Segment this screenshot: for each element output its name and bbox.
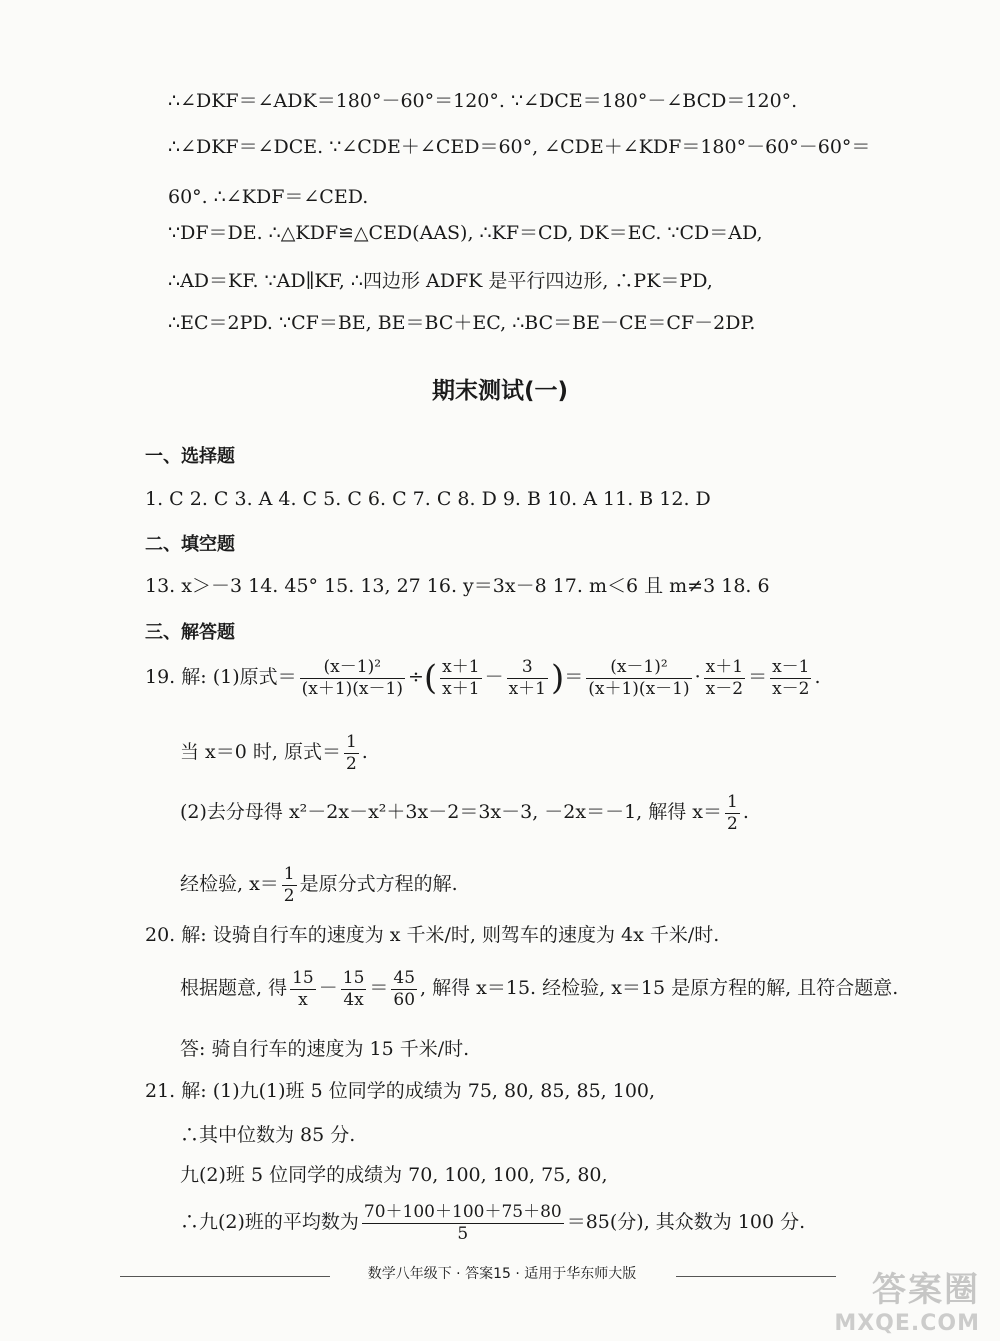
q19-line-1: 19. 解: (1)原式＝ $\frac{\text{(x－1)²}}{(x+1)(x-1)}$ ÷( $\frac{x+1}{x+1}$ － $\frac{3}{x+1}$ )＝ $\frac{\text{(x－1)²}}{(x+1)(x-1)}$ · $\frac{x+1}{x-2}$ ＝ $\frac{x-1}{x-2}$ . xyxy=(145,656,821,699)
footer-rule-left xyxy=(120,1276,330,1277)
proof-line-5: ∴AD＝KF. ∵AD∥KF, ∴四边形 ADFK 是平行四边形, ∴PK＝PD, xyxy=(168,270,713,292)
q21-line-4: ∴九(2)班的平均数为 $\frac{70+100+100+75+80}{5}$ ＝85(分), 其众数为 100 分. xyxy=(180,1201,806,1244)
q20-fraction-a: $\frac{15}{x}$ xyxy=(292,967,314,1010)
q20-line-3: 答: 骑自行车的速度为 15 千米/时. xyxy=(180,1038,470,1060)
proof-line-4: ∵DF＝DE. ∴△KDF≌△CED(AAS), ∴KF＝CD, DK＝EC. ∵CD＝AD, xyxy=(168,222,763,244)
proof-line-1: ∴∠DKF＝∠ADK＝180°－60°＝120°. ∵∠DCE＝180°－∠BCD＝120°. xyxy=(168,90,798,112)
watermark-text: 答案圈 xyxy=(872,1270,980,1310)
page-footer: 数学八年级下 · 答案15 · 适用于华东师大版 xyxy=(367,1266,637,1282)
q19-lead: 19. 解: (1)原式＝ xyxy=(145,666,297,688)
q19-fraction-2: $\frac{x+1}{x+1}$ xyxy=(442,656,480,699)
proof-line-2: ∴∠DKF＝∠DCE. ∵∠CDE＋∠CED＝60°, ∠CDE＋∠KDF＝180°－60°－60°＝ xyxy=(168,136,871,158)
q19-fraction-1: $\frac{\text{(x－1)²}}{(x+1)(x-1)}$ xyxy=(301,656,403,699)
q21-line-3: 九(2)班 5 位同学的成绩为 70, 100, 100, 75, 80, xyxy=(180,1164,608,1186)
page-title: 期末测试(一) xyxy=(431,378,569,404)
proof-line-6: ∴EC＝2PD. ∵CF＝BE, BE＝BC＋EC, ∴BC＝BE－CE＝CF－2DP. xyxy=(168,312,756,334)
section-heading-choice: 一、选择题 xyxy=(145,446,235,467)
q19-when-fraction: $\frac{1}{2}$ xyxy=(345,731,357,774)
proof-line-3: 60°. ∴∠KDF＝∠CED. xyxy=(168,186,369,208)
q19-fraction-5: $\frac{x+1}{x-2}$ xyxy=(705,656,744,699)
q19-p2-fraction: $\frac{1}{2}$ xyxy=(727,791,738,834)
q21-mean-fraction: $\frac{70+100+100+75+80}{5}$ xyxy=(363,1201,562,1244)
q20-fraction-c: $\frac{45}{60}$ xyxy=(393,967,416,1010)
q19-line-3: (2)去分母得 x²－2x－x²＋3x－2＝3x－3, －2x＝－1, 解得 x＝ $\frac{1}{2}$ . xyxy=(180,791,749,834)
section-heading-solve: 三、解答题 xyxy=(145,622,235,643)
q19-line-2: 当 x＝0 时, 原式＝ $\frac{1}{2}$ . xyxy=(180,731,368,774)
q21-line-1: 21. 解: (1)九(1)班 5 位同学的成绩为 75, 80, 85, 85, 100, xyxy=(145,1080,656,1102)
q19-fraction-4: $\frac{\text{(x－1)²}}{(x+1)(x-1)}$ xyxy=(588,656,690,699)
section-heading-fill: 二、填空题 xyxy=(145,534,235,555)
fill-answers: 13. x＞－3 14. 45° 15. 13, 27 16. y＝3x－8 17. m＜6 且 m≠3 18. 6 xyxy=(145,575,770,597)
watermark-url: MXQE.COM xyxy=(834,1311,980,1336)
q19-line-4: 经检验, x＝ $\frac{1}{2}$ 是原分式方程的解. xyxy=(180,863,458,906)
q20-fraction-b: $\frac{15}{4x}$ xyxy=(342,967,365,1010)
q19-fraction-3: $\frac{3}{x+1}$ xyxy=(508,656,546,699)
watermark-logo xyxy=(835,1262,980,1336)
q21-line-2: ∴其中位数为 85 分. xyxy=(180,1124,356,1146)
q19-fraction-6: $\frac{x-1}{x-2}$ xyxy=(772,656,810,699)
q20-line-1: 20. 解: 设骑自行车的速度为 x 千米/时, 则驾车的速度为 4x 千米/时. xyxy=(145,924,720,946)
q19-check-fraction: $\frac{1}{2}$ xyxy=(283,863,295,906)
choice-answers: 1. C 2. C 3. A 4. C 5. C 6. C 7. C 8. D 9. B 10. A 11. B 12. D xyxy=(145,488,711,510)
q20-line-2: 根据题意, 得 $\frac{15}{x}$ － $\frac{15}{4x}$ ＝ $\frac{45}{60}$ , 解得 x＝15. 经检验, x＝15 是原方程的解, 且符合题意. xyxy=(180,967,899,1010)
footer-rule-right xyxy=(676,1276,836,1277)
